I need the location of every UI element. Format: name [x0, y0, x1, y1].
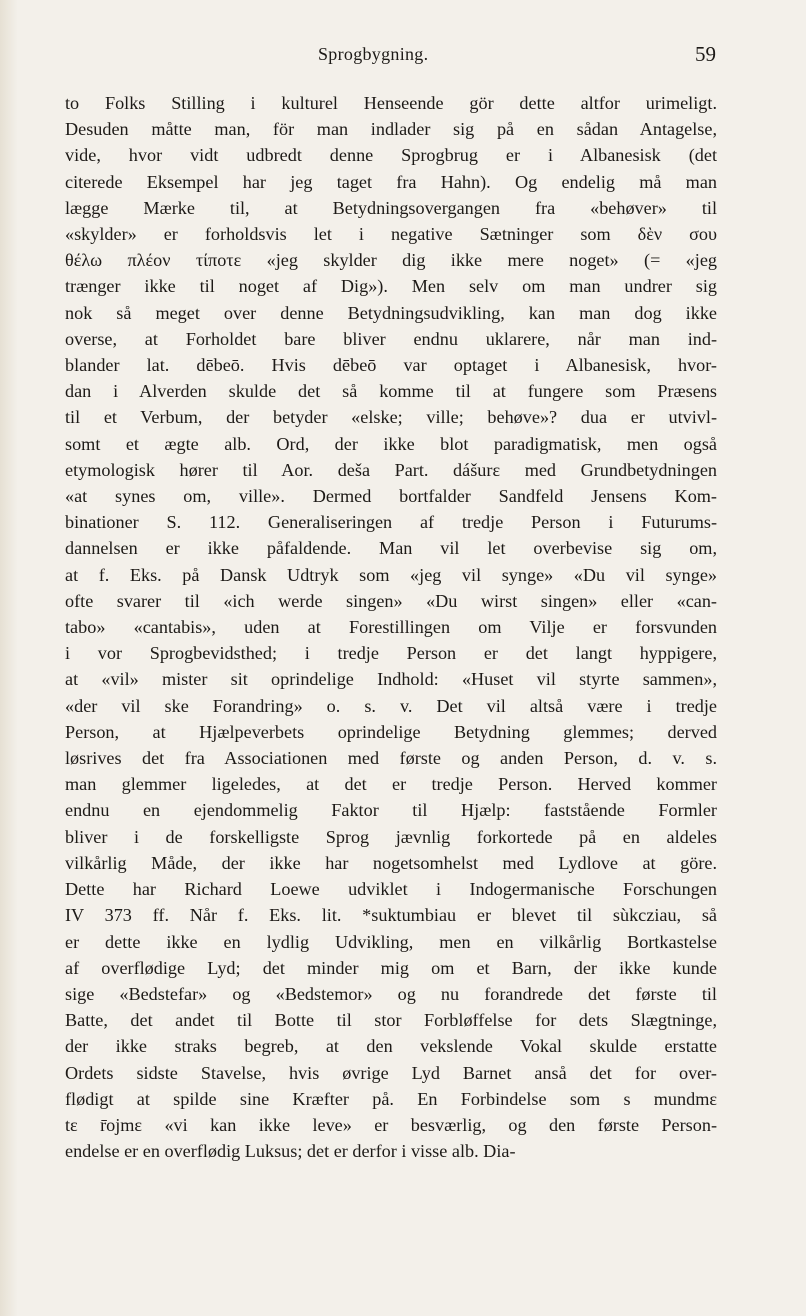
text-line: tε r̄ojmε «vi kan ikke leve» er besværlig, og den første Person-: [65, 1114, 717, 1135]
text-line: der ikke straks begreb, at den vekslende Vokal skulde erstatte: [65, 1036, 717, 1057]
text-line: vide, hvor vidt udbredt denne Sprogbrug er i Albanesisk (det: [65, 145, 717, 166]
text-line: «der vil ske Forandring» o. s. v. Det vil altså være i tredje: [65, 695, 717, 716]
text-line: af overflødige Lyd; det minder mig om et Barn, der ikke kunde: [65, 957, 717, 978]
text-line: ofte svarer til «ich werde singen» «Du wirst singen» eller «can-: [65, 590, 717, 611]
text-line: tabo» «cantabis», uden at Forestillingen om Vilje er forsvunden: [65, 617, 717, 638]
text-line: «skylder» er forholdsvis let i negative Sætninger som δὲν σου: [65, 224, 717, 245]
text-line: lægge Mærke til, at Betydningsovergangen fra «behøver» til: [65, 197, 717, 218]
running-head: [0, 40, 806, 70]
text-line: to Folks Stilling i kulturel Henseende gör dette altfor urimeligt.: [65, 93, 717, 113]
text-line: i vor Sprogbevidsthed; i tredje Person er det langt hyppigere,: [65, 643, 717, 664]
text-line: somt et ægte alb. Ord, der ikke blot paradigmatisk, men også: [65, 433, 717, 454]
page-edge-shadow: [0, 0, 18, 1316]
page-number: 59: [695, 42, 716, 66]
text-line: IV 373 ff. Når f. Eks. lit. *suktumbiau er blevet til sùkcziau, så: [65, 905, 717, 926]
text-line: Desuden måtte man, för man indlader sig på en sådan Antagelse,: [65, 119, 717, 140]
text-line: løsrives det fra Associationen med første og anden Person, d. v. s.: [65, 748, 717, 769]
text-line: bliver i de forskelligste Sprog jævnlig forkortede på en aldeles: [65, 826, 717, 847]
text-line: Person, at Hjælpeverbets oprindelige Betydning glemmes; derved: [65, 721, 717, 742]
text-line: overse, at Forholdet bare bliver endnu uklarere, når man ind-: [65, 328, 717, 349]
text-line: endelse er en overflødig Luksus; det er derfor i visse alb. Dia-: [65, 1141, 516, 1162]
text-line: etymologisk hører til Aor. deša Part. dášurε med Grundbetydningen: [65, 459, 717, 480]
text-line: Dette har Richard Loewe udviklet i Indogermanische Forschungen: [65, 879, 717, 900]
text-line: «at synes om, ville». Dermed bortfalder Sandfeld Jensens Kom-: [65, 486, 717, 507]
text-line: Batte, det andet til Botte til stor Forbløffelse for dets Slægtninge,: [65, 1010, 717, 1031]
text-line: binationer S. 112. Generaliseringen af tredje Person i Futurums-: [65, 512, 717, 533]
text-line: θέλω πλέον τίποτε «jeg skylder dig ikke mere noget» (= «jeg: [65, 250, 717, 271]
text-line: dannelsen er ikke påfaldende. Man vil let overbevise sig om,: [65, 538, 717, 559]
text-line: at «vil» mister sit oprindelige Indhold: «Huset vil styrte sammen»,: [65, 669, 717, 690]
text-line: er dette ikke en lydlig Udvikling, men en vilkårlig Bortkastelse: [65, 931, 717, 952]
text-line: flødigt at spilde sine Kræfter på. En Forbindelse som s mundmε: [65, 1088, 717, 1109]
text-line: blander lat. dēbeō. Hvis dēbeō var optaget i Albanesisk, hvor-: [65, 355, 717, 376]
text-line: Ordets sidste Stavelse, hvis øvrige Lyd Barnet anså det for over-: [65, 1062, 717, 1083]
text-line: nok så meget over denne Betydningsudvikling, kan man dog ikke: [65, 302, 717, 323]
text-line: sige «Bedstefar» og «Bedstemor» og nu forandrede det første til: [65, 983, 717, 1004]
running-head-title: Sprogbygning.: [318, 44, 429, 64]
text-line: trænger ikke til noget af Dig»). Men selv om man undrer sig: [65, 276, 717, 297]
text-line: til et Verbum, der betyder «elske; ville; behøve»? dua er utvivl-: [65, 407, 717, 428]
text-line: man glemmer ligeledes, at det er tredje Person. Herved kommer: [65, 774, 717, 795]
text-line: at f. Eks. på Dansk Udtryk som «jeg vil synge» «Du vil synge»: [65, 564, 717, 585]
body-text: [65, 90, 717, 1164]
text-line: vilkårlig Måde, der ikke har nogetsomhelst med Lydlove at göre.: [65, 852, 717, 873]
text-line: dan i Alverden skulde det så komme til at fungere som Præsens: [65, 381, 717, 402]
text-line: endnu en ejendommelig Faktor til Hjælp: faststående Formler: [65, 800, 717, 821]
text-line: citerede Eksempel har jeg taget fra Hahn). Og endelig må man: [65, 171, 717, 192]
